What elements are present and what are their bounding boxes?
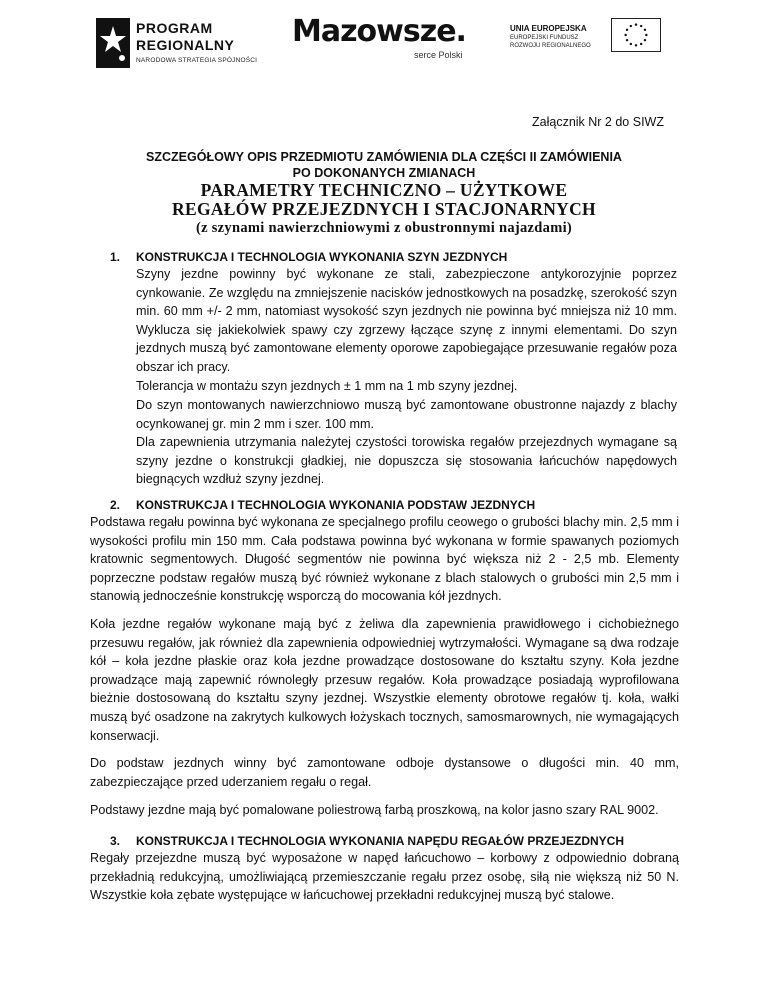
eu-line1: UNIA EUROPEJSKA: [510, 24, 587, 33]
section-2-paragraph-1: Podstawa regału powinna być wykonana ze specjalnego profilu ceowego o grubości blachy min. 2,5 mm i wysokości profilu min 150 mm. Cała podstawa powinna być wykonana w formie spawanych poziomych kratownic segmentowych. Długość segmentów nie powinna być większa niż 2 - 2,5 mb. Elementy poprzeczne podstaw regałów muszą być również wykonane z blach stalowych o grubości min 2,5 mm i stanowią jednocześnie konstrukcję wsporczą do mocowania kół jezdnych.: [90, 515, 679, 604]
program-regionalny-star-icon: [96, 18, 130, 68]
eu-logo: [510, 24, 660, 64]
section-1-number: 1.: [110, 250, 121, 264]
program-line2: REGIONALNY: [136, 37, 235, 53]
section-2-number: 2.: [110, 498, 121, 512]
attachment-label: Załącznik Nr 2 do SIWZ: [532, 115, 664, 129]
document-title-line1: PARAMETRY TECHNICZNO – UŻYTKOWE: [200, 180, 568, 200]
section-2-heading: [110, 498, 535, 512]
section-3-number: 3.: [110, 834, 121, 848]
header-line1: SZCZEGÓŁOWY OPIS PRZEDMIOTU ZAMÓWIENIA DLA CZĘŚCI II ZAMÓWIENIA: [146, 150, 622, 164]
eu-line3: ROZWOJU REGIONALNEGO: [510, 43, 591, 49]
eu-line2: EUROPEJSKI FUNDUSZ: [510, 35, 579, 41]
section-2-paragraph-4: Podstawy jezdne mają być pomalowane poliestrową farbą proszkową, na kolor jasno szary RAL 9002.: [90, 803, 659, 817]
document-title-line2: REGAŁÓW PRZEJEZDNYCH I STACJONARNYCH: [172, 199, 596, 219]
section-2-title: KONSTRUKCJA I TECHNOLOGIA WYKONANIA PODSTAW JEZDNYCH: [136, 498, 536, 512]
program-line1: PROGRAM: [136, 20, 213, 36]
section-3-heading: [110, 834, 624, 848]
section-1-paragraph-2: Tolerancja w montażu szyn jezdnych ± 1 mm na 1 mb szyny jezdnej.: [136, 379, 518, 393]
section-1-heading: [110, 250, 507, 264]
section-3-paragraph-1: Regały przejezdne muszą być wyposażone w napęd łańcuchowo – korbowy z odpowiednio dobraną przekładnią redukcyjną, umożliwiającą przemieszczanie regału przez osobę, siłą nie większą niż 50 N. Wszystkie koła zębate występujące w łańcuchowej przekładni redukcyjnej muszą być stalowe.: [90, 851, 679, 903]
section-2-paragraph-2: Koła jezdne regałów wykonane mają być z żeliwa dla zapewnienia prawidłowego i cichobieżnego przesuwu regałów, jak również dla zapewnienia odpowiedniej wytrzymałości. Wymagane są dwa rodzaje kół – koła jezdne płaskie oraz koła jezdne prowadzące dostosowane do kształtu szyny. Koła jezdne prowadzące mają zapewnić równoległy przesuw regałów. Koła prowadzące posiadają wyprofilowana bieżnie dostosowaną do kształtu szyny jezdnej. Wszystkie elementy obrotowe regałów tj. koła, wałki muszą być osadzone na zakrytych kulkowych łożyskach tocznych, samosmarownych, nie wymagających konserwacji.: [90, 617, 679, 743]
section-2-paragraph-3: Do podstaw jezdnych winny być zamontowane odboje dystansowe o długości min. 40 mm, zabezpieczające przed uderzaniem regału o regał.: [90, 756, 679, 789]
header-logos: [0, 14, 768, 74]
section-1-paragraph-3: Do szyn montowanych nawierzchniowo muszą być zamontowane obustronne najazdy z blachy ocynkowanej gr. min 2 mm i szer. 100 mm.: [136, 398, 677, 431]
document-subtitle: (z szynami nawierzchniowymi z obustronnymi najazdami): [195, 220, 573, 236]
program-subtitle: NARODOWA STRATEGIA SPÓJNOŚCI: [136, 57, 258, 64]
section-1-paragraph-4: Dla zapewnienia utrzymania należytej czystości torowiska regałów przejezdnych wymagane są szyny jezdne o konstrukcji gładkiej, nie dopuszcza się stosowania łańcuchów napędowych biegnących wzdłuż szyny jezdnej.: [136, 435, 677, 487]
mazowsze-tagline: serce Polski: [414, 50, 463, 60]
eu-flag-icon: [611, 18, 661, 52]
program-regionalny-logo: [96, 18, 276, 70]
section-1-title: KONSTRUKCJA I TECHNOLOGIA WYKONANIA SZYN JEZDNYCH: [136, 250, 508, 264]
mazowsze-name: Mazowsze.: [292, 14, 466, 49]
mazowsze-logo: [292, 16, 482, 72]
section-1-paragraph-1: Szyny jezdne powinny być wykonane ze stali, zabezpieczone antykorozyjnie poprzez cynkowanie. Ze względu na zmniejszenie nacisków jednostkowych na posadzkę, szerokość szyn min. 60 mm +/- 2 mm, natomiast wysokość szyn jezdnych nie powinna być mniejsza niż 10 mm. Wyklucza się jakiekolwiek spawy czy zgrzewy łączące szynę z innymi elementami. Do szyn jezdnych muszą być zamontowane elementy oporowe zapobiegające przesuwanie regałów poza obszar ich pracy.: [136, 267, 677, 374]
header-line2: PO DOKONANYCH ZMIANACH: [292, 166, 476, 180]
section-3-title: KONSTRUKCJA I TECHNOLOGIA WYKONANIA NAPĘDU REGAŁÓW PRZEJEZDNYCH: [136, 834, 625, 848]
